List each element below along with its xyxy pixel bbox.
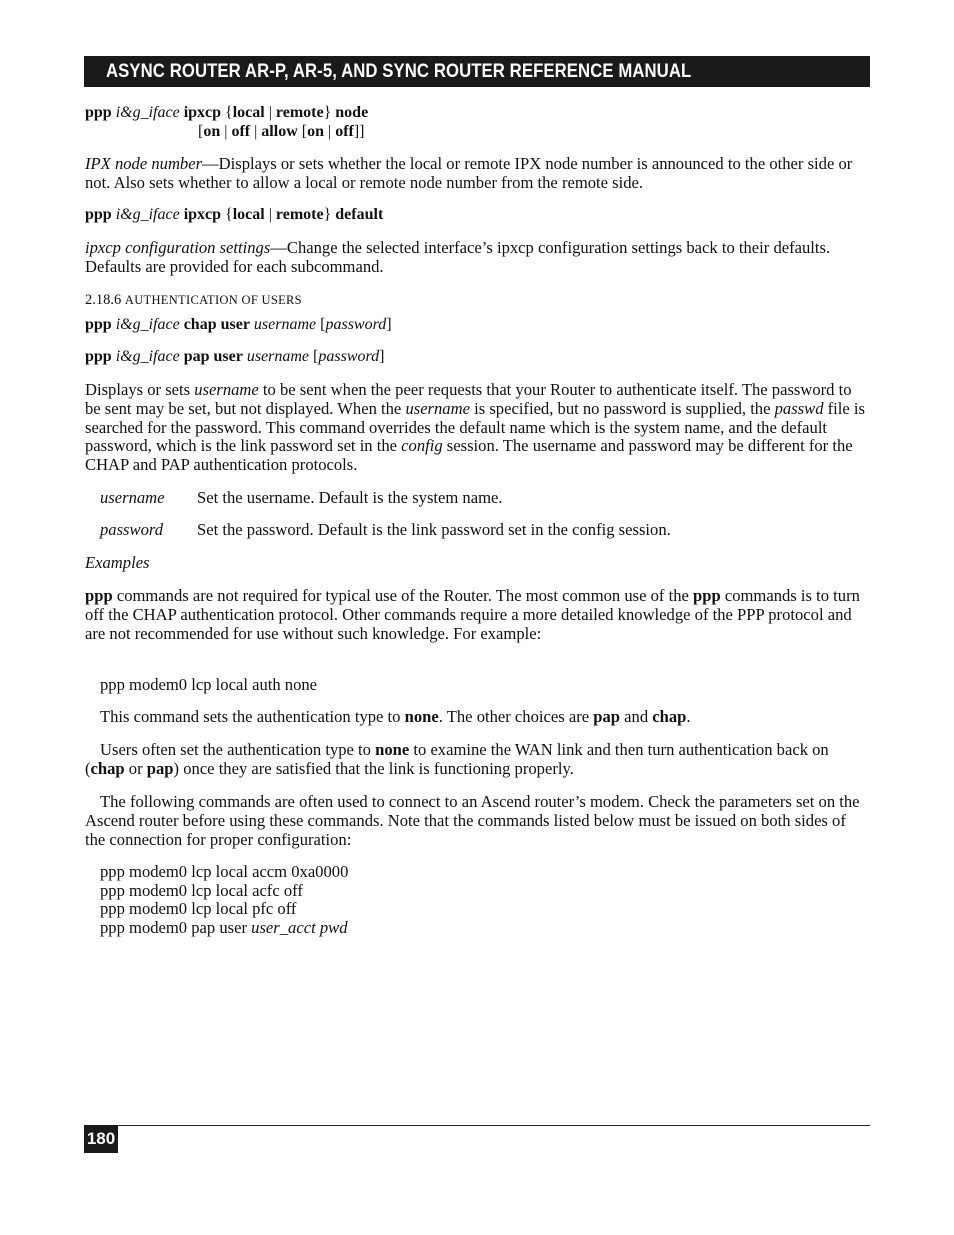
header-bar xyxy=(84,56,870,87)
command-ipxcp-node: ppp i&g_iface ipxcp {local | remote} node xyxy=(85,104,369,121)
paragraph-following-commands: The following commands are often used to connect to an Ascend router’s modem. Check the parameters set on the Ascend router before using these commands. Note that the commands listed below must be issued on both sides of the connection for proper configuration: xyxy=(85,792,860,849)
definition-term: username xyxy=(100,488,165,507)
paragraph-auth-type: This command sets the authentication type to none. The other choices are pap and chap. xyxy=(100,707,691,726)
paragraph-ppp-commands: ppp commands are not required for typical use of the Router. The most common use of the ppp commands is to turn off the CHAP authentication protocol. Other commands require a more detailed knowledge of the PPP protocol and are not recommended for use without such knowledge. For example: xyxy=(85,586,860,643)
code-line: ppp modem0 lcp local pfc off xyxy=(100,899,297,918)
paragraph-users-often: Users often set the authentication type to none to examine the WAN link and then turn authentication back on (chap or pap) once they are satisfied that the link is functioning properly. xyxy=(85,740,829,778)
command-ipxcp-node-options: [on | off | allow [on | off]] xyxy=(198,123,365,140)
command-ipxcp-default: ppp i&g_iface ipxcp {local | remote} default xyxy=(85,206,384,223)
code-line: ppp modem0 pap user user_acct pwd xyxy=(100,918,348,937)
definition-term: password xyxy=(100,520,164,539)
manual-title: ASYNC ROUTER AR-P, AR-5, AND SYNC ROUTER REFERENCE MANUAL xyxy=(106,61,692,82)
command-pap-user: ppp i&g_iface pap user username [password] xyxy=(85,348,385,365)
section-heading: 2.18.6 AUTHENTICATION OF USERS xyxy=(85,292,302,308)
paragraph-authentication: Displays or sets username to be sent when the peer requests that your Router to authenticate itself. The password to be sent may be set, but not displayed. When the username is specified, but no password is supplied, the passwd file is searched for the password. This command overrides the default name which is the system name, and the default password, which is the link password set in the config session. The username and password may be different for the CHAP and PAP authentication protocols. xyxy=(85,380,865,475)
page-number: 180 xyxy=(84,1125,118,1153)
footer-rule xyxy=(117,1125,870,1126)
definition-description: Set the username. Default is the system name. xyxy=(197,488,503,507)
code-example: ppp modem0 lcp local auth none xyxy=(100,675,318,694)
paragraph-ipxcp-settings: ipxcp configuration settings—Change the selected interface’s ipxcp configuration settings back to their defaults. Defaults are provided for each subcommand. xyxy=(85,238,831,276)
examples-label: Examples xyxy=(85,553,150,572)
code-line: ppp modem0 lcp local acfc off xyxy=(100,881,303,900)
command-chap-user: ppp i&g_iface chap user username [password] xyxy=(85,316,392,333)
code-line: ppp modem0 lcp local accm 0xa0000 xyxy=(100,862,349,881)
paragraph-ipx-node-number: IPX node number—Displays or sets whether the local or remote IPX node number is announced to the other side or not. Also sets whether to allow a local or remote node number from the remote side. xyxy=(85,154,853,192)
definition-description: Set the password. Default is the link password set in the config session. xyxy=(197,520,671,539)
